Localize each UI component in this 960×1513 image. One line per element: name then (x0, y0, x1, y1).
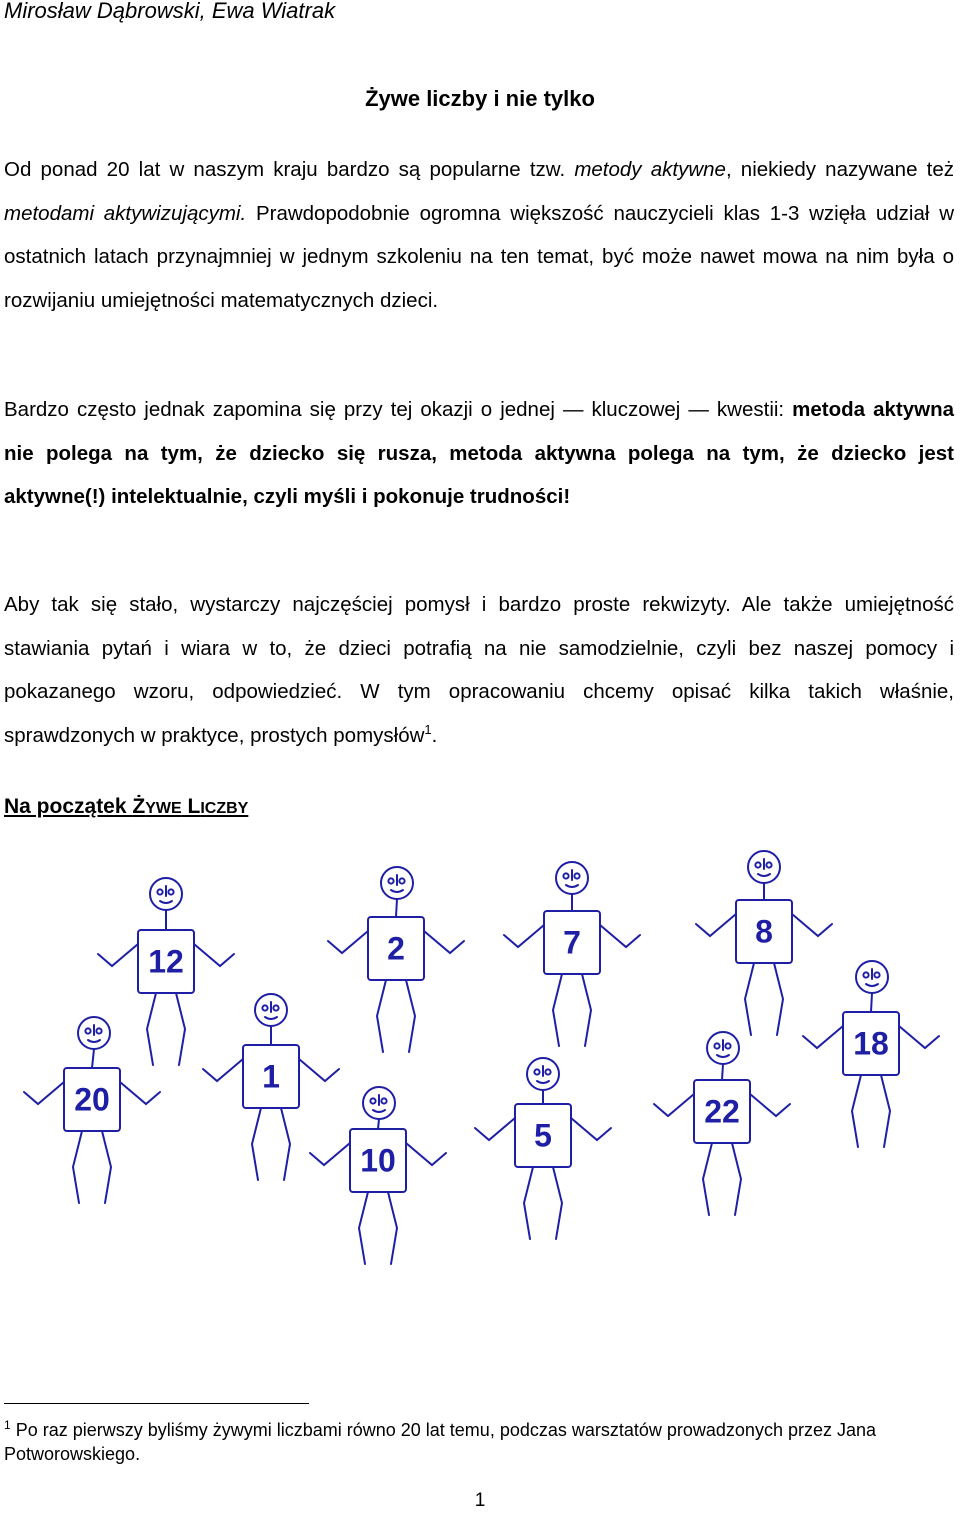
figure-neck (92, 1049, 94, 1068)
figure-eye (273, 1005, 278, 1010)
paragraph-props (4, 583, 954, 757)
stick-figure (310, 1087, 446, 1264)
paragraph-text: Aby tak się stało, wystarczy najczęściej pomysł i bardzo proste rekwizyty. Ale także umiejętność stawiania pytań i wiara w to, że dzieci potrafią na nie samodzielnie, czyli bez naszej pomocy i pokazanego wzoru, odpowiedzieć. W tym opracowaniu chcemy opisać kilka takich właśnie, sprawdzonych w praktyce, prostych pomysłów (4, 593, 954, 747)
section-heading-text: YWE (145, 800, 182, 817)
section-heading-text: L (181, 795, 201, 818)
figure-leg-right (881, 1075, 890, 1147)
figure-arm-left (328, 931, 368, 953)
figure-leg-left (852, 1075, 861, 1147)
figure-eye (85, 1028, 90, 1033)
figure-leg-left (73, 1131, 82, 1203)
figure-eye (96, 1028, 101, 1033)
figure-arm-right (571, 1118, 611, 1140)
figure-leg-left (377, 980, 386, 1052)
stick-figure (696, 851, 832, 1035)
figure-mouth (265, 1017, 277, 1019)
figure-leg-left (252, 1108, 261, 1180)
figure-number: 8 (755, 913, 773, 950)
figure-number: 20 (74, 1081, 110, 1118)
figure-leg-right (102, 1131, 111, 1203)
figure-eye (563, 873, 568, 878)
figure-eye (545, 1069, 550, 1074)
figure-eye (262, 1005, 267, 1010)
paragraph-text: Od ponad 20 lat w naszym kraju bardzo są popularne tzw. (4, 158, 575, 181)
figure-neck (722, 1064, 723, 1080)
stick-figure (328, 867, 464, 1052)
figure-eye (725, 1043, 730, 1048)
figure-arm-right (406, 1143, 446, 1165)
paragraph-intro (4, 148, 954, 322)
figure-mouth (758, 874, 770, 876)
living-numbers-illustration (0, 840, 960, 1380)
stick-figure (24, 1017, 160, 1203)
figure-leg-left (553, 974, 562, 1046)
figure-arm-left (203, 1059, 243, 1081)
stick-figure (475, 1058, 611, 1239)
figure-number: 10 (360, 1142, 396, 1179)
figure-eye (874, 972, 879, 977)
footnote-reference: 1 (424, 721, 432, 737)
figure-leg-left (524, 1167, 533, 1239)
figure-mouth (866, 984, 878, 986)
footnote-text: Po raz pierwszy byliśmy żywymi liczbami równo 20 lat temu, podczas warsztatów prowadzonych przez Jana Potworowskiego. (4, 1420, 877, 1464)
figure-eye (370, 1098, 375, 1103)
figure-leg-right (406, 980, 415, 1052)
figure-eye (766, 862, 771, 867)
figure-leg-left (359, 1192, 368, 1264)
figure-arm-left (504, 925, 544, 947)
section-heading (4, 792, 248, 824)
figure-arm-right (750, 1094, 790, 1116)
figure-eye (157, 889, 162, 894)
figure-mouth (391, 890, 403, 892)
figure-arm-left (696, 914, 736, 936)
figure-mouth (160, 901, 172, 903)
figure-neck (396, 899, 397, 917)
paragraph-text: . (431, 723, 438, 747)
authors: Mirosław Dąbrowski, Ewa Wiatrak (4, 0, 336, 23)
footnote-divider (4, 1403, 309, 1404)
figure-leg-right (281, 1108, 290, 1180)
figure-leg-right (732, 1143, 741, 1215)
figure-arm-left (475, 1118, 515, 1140)
document-title: Żywe liczby i nie tylko (365, 86, 595, 111)
figure-number: 5 (534, 1117, 552, 1154)
emphasis-term: metody aktywne (574, 158, 726, 181)
figure-eye (168, 889, 173, 894)
figure-eye (714, 1043, 719, 1048)
stick-figure (803, 961, 939, 1147)
figure-eye (755, 862, 760, 867)
stick-figure (654, 1032, 790, 1215)
figure-number: 1 (262, 1058, 280, 1095)
emphasis-term: metodami aktywizującymi. (4, 201, 247, 225)
paragraph-text: Prawdopodobnie ogromna większość nauczycieli klas 1-3 wzięła udział w ostatnich latach przynajmniej w jednym szkoleniu na ten temat, być może nawet mowa na nim była o rozwijaniu umiejętności matematycznych dzieci. (4, 201, 954, 312)
figure-arm-left (803, 1026, 843, 1048)
figure-leg-right (176, 993, 185, 1065)
figure-leg-right (582, 974, 591, 1046)
figure-eye (574, 873, 579, 878)
stick-figure (504, 862, 640, 1046)
figure-mouth (717, 1055, 729, 1057)
figure-number: 12 (148, 943, 184, 980)
figure-mouth (537, 1081, 549, 1083)
paragraph-text: , niekiedy nazywane też (725, 158, 954, 181)
figure-leg-right (553, 1167, 562, 1239)
figure-arm-right (120, 1082, 160, 1104)
figure-leg-left (745, 963, 754, 1035)
figure-arm-right (899, 1026, 939, 1048)
figure-neck (871, 993, 872, 1012)
section-heading-text: Ż (132, 795, 146, 818)
paragraph-key-issue (4, 388, 954, 519)
figure-number: 2 (387, 930, 405, 967)
footnote-mark: 1 (4, 1418, 11, 1432)
figure-mouth (566, 885, 578, 887)
figure-arm-left (98, 944, 138, 966)
section-heading-text: ICZBY (200, 800, 249, 817)
figure-leg-right (774, 963, 783, 1035)
figure-number: 7 (563, 924, 581, 961)
figure-leg-left (147, 993, 156, 1065)
section-heading-text: Na początek (4, 795, 133, 818)
figure-arm-right (194, 944, 234, 966)
footnote (4, 1418, 954, 1466)
bold-statement: metoda aktywna nie polega na tym, że dziecko się rusza, metoda aktywna polega na tym, że dziecko jest aktywne(!) intelektualnie, czyli myśli i pokonuje trudności! (4, 398, 955, 508)
figure-arm-left (24, 1082, 64, 1104)
figure-arm-right (600, 925, 640, 947)
paragraph-text: Bardzo często jednak zapomina się przy tej okazji o jednej — kluczowej — kwestii: (4, 398, 793, 421)
figure-leg-left (703, 1143, 712, 1215)
figure-number: 18 (853, 1025, 889, 1062)
figure-arm-right (299, 1059, 339, 1081)
figure-arm-left (310, 1143, 350, 1165)
figure-eye (863, 972, 868, 977)
figure-leg-right (388, 1192, 397, 1264)
page-number: 1 (474, 1490, 486, 1511)
figure-eye (534, 1069, 539, 1074)
figure-arm-left (654, 1094, 694, 1116)
figure-eye (399, 878, 404, 883)
stick-figure (98, 878, 234, 1065)
stick-figure (203, 994, 339, 1180)
figure-arm-right (424, 931, 464, 953)
figure-eye (388, 878, 393, 883)
figure-number: 22 (704, 1093, 740, 1130)
figure-arm-right (792, 914, 832, 936)
figure-neck (378, 1119, 379, 1129)
figure-mouth (373, 1110, 385, 1112)
figure-eye (381, 1098, 386, 1103)
figure-mouth (88, 1040, 100, 1042)
